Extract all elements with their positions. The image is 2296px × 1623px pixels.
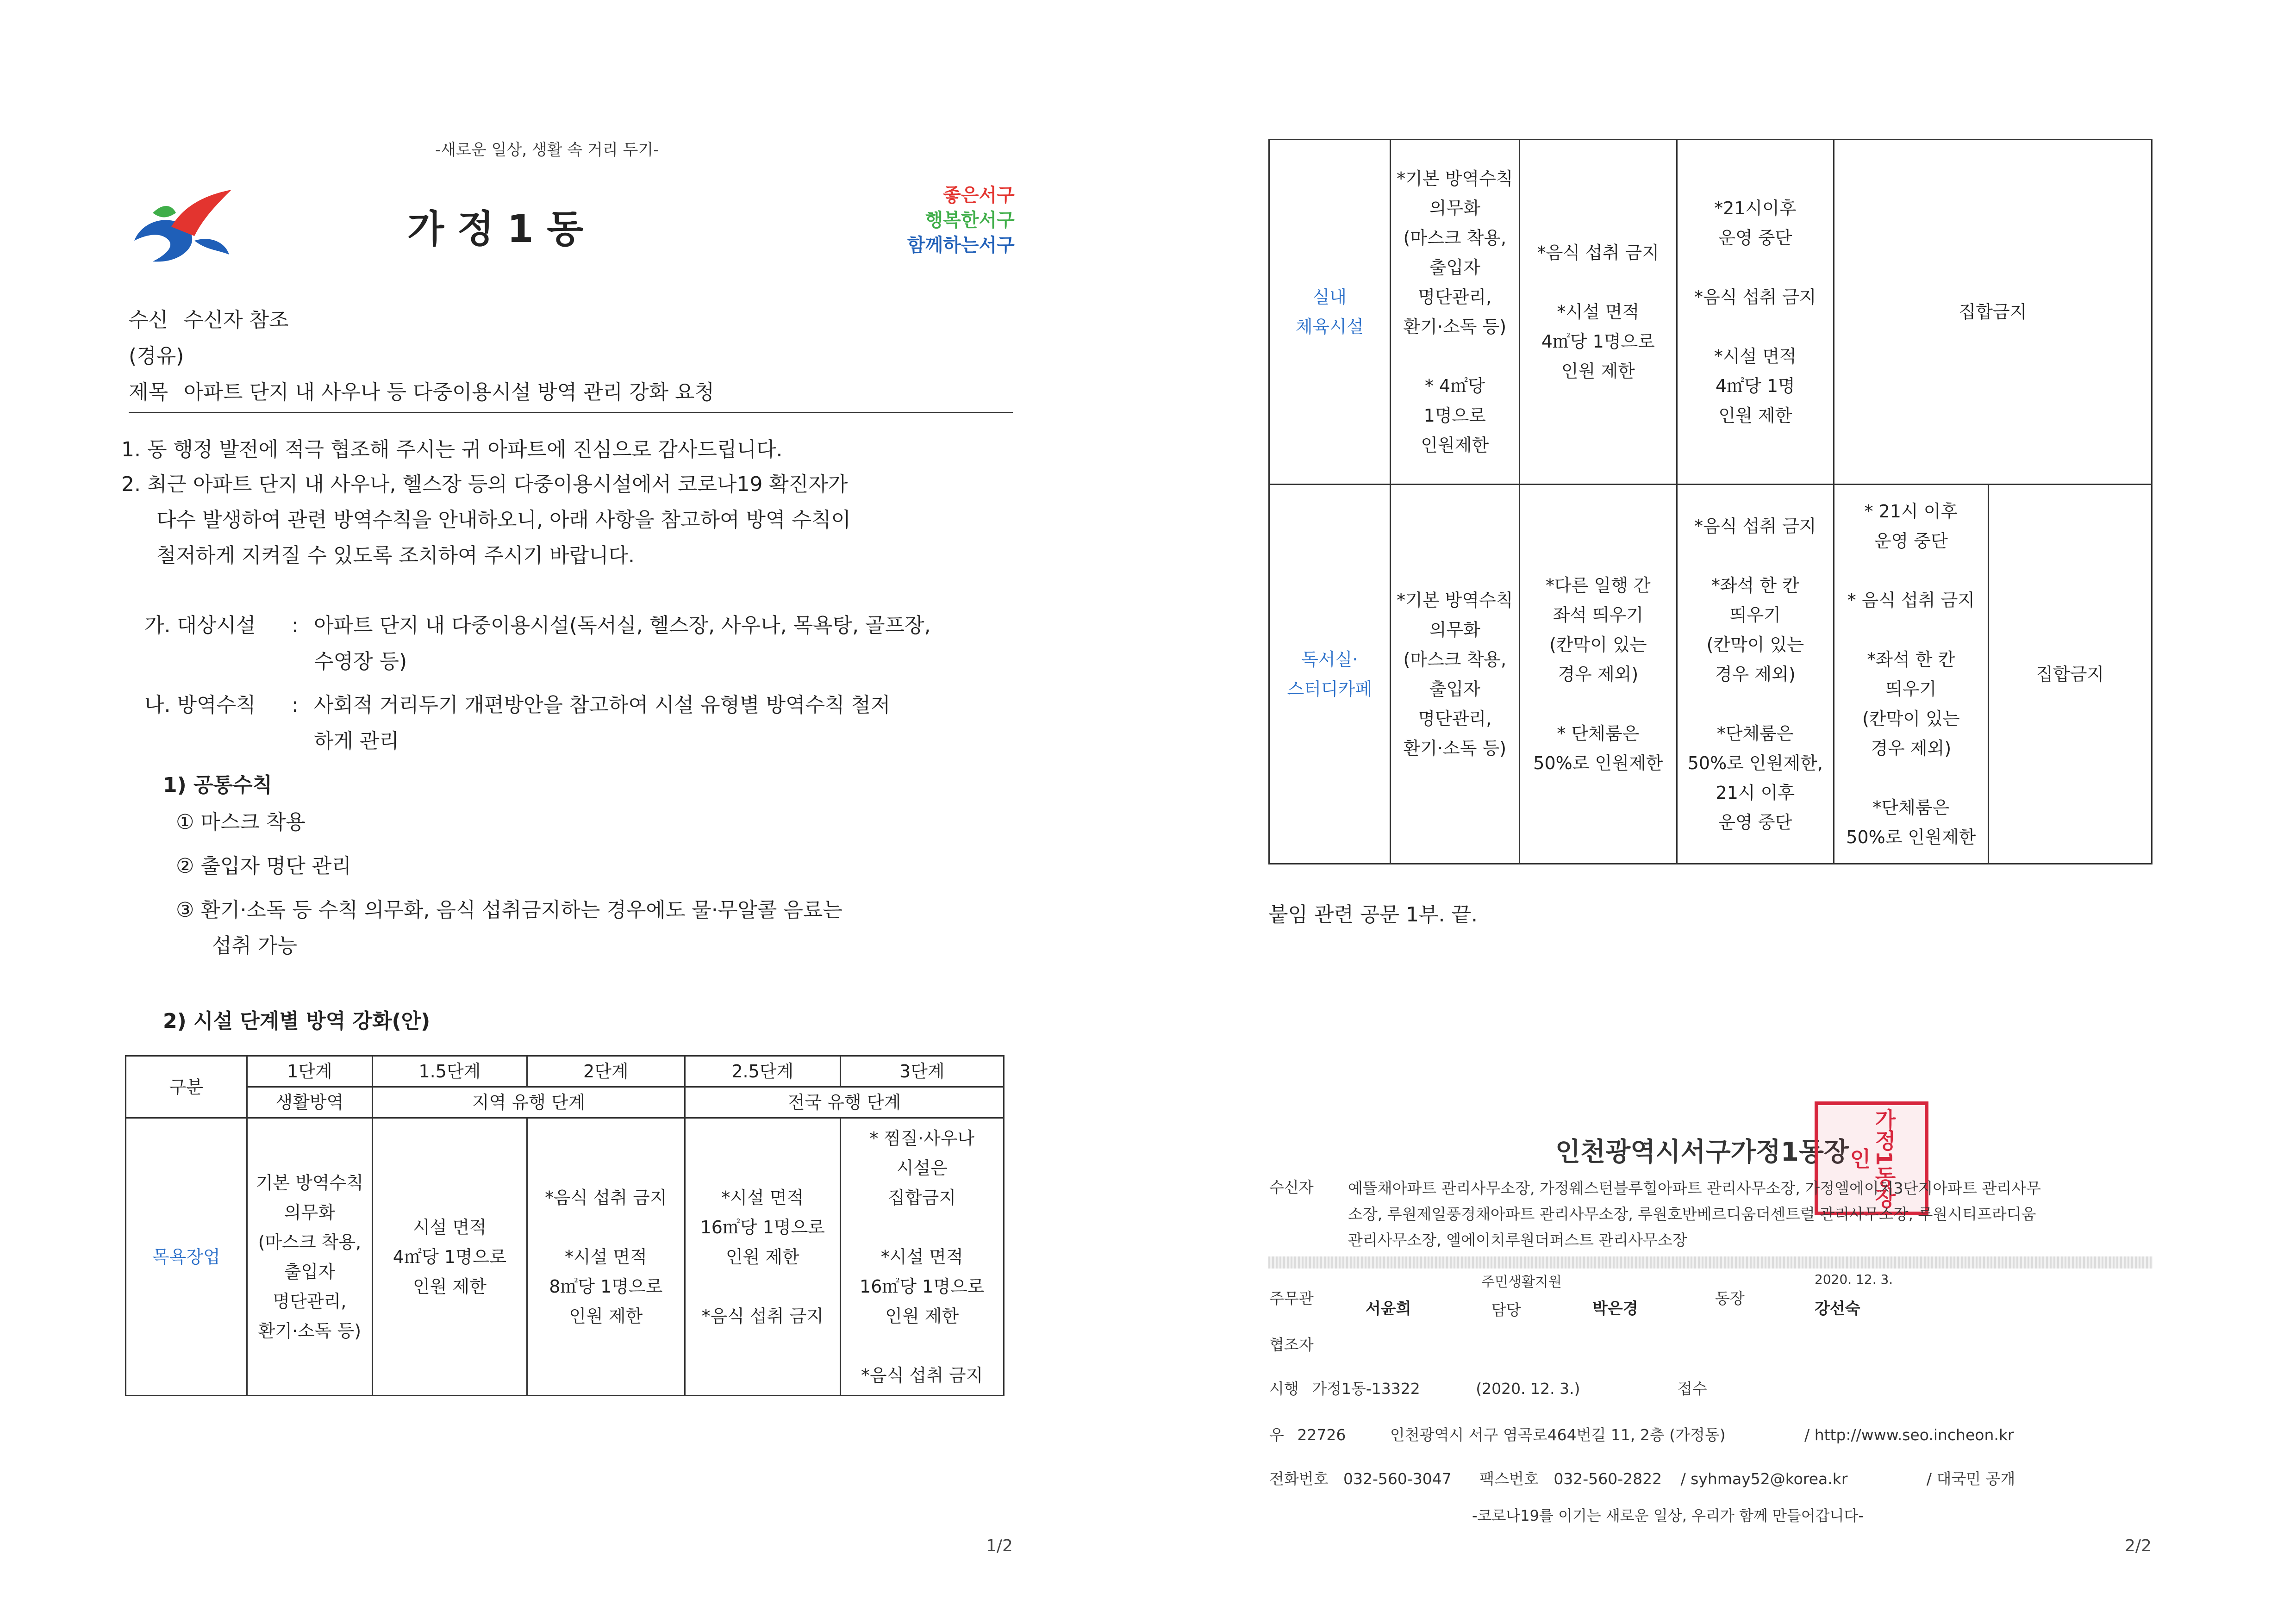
approval-name-2: 박은경 [1592, 1300, 1638, 1318]
cell-stage-3: 집합금지 [1988, 485, 2152, 864]
cell-stage-1-5: *다른 일행 간 좌석 띄우기 (칸막이 있는 경우 제외) * 단체룸은 50%로 인원제한 [1520, 485, 1677, 864]
approval-name-3: 강선숙 [1815, 1300, 1860, 1318]
attachment-note: 붙임 관련 공문 1부. 끝. [1268, 903, 1478, 927]
cooperator-label: 협조자 [1269, 1336, 1314, 1354]
brand-line: 행복한서구 [925, 210, 1015, 231]
item-ga-line-1: 아파트 단지 내 다중이용시설(독서실, 헬스장, 사우나, 목욕탕, 골프장, [314, 614, 931, 637]
page-number: 1/2 [986, 1536, 1013, 1555]
email: / syhmay52@korea.kr [1680, 1470, 1848, 1488]
header-stage-2-5: 2.5단계 [685, 1056, 840, 1087]
item-na-line-1: 사회적 거리두기 개편방안을 참고하여 시설 유형별 방역수칙 철저 [314, 693, 891, 717]
colon: : [292, 693, 299, 717]
document-page-2 [1148, 0, 2296, 1623]
disclosure: / 대국민 공개 [1926, 1470, 2015, 1488]
header-stage-1-5: 1.5단계 [373, 1056, 527, 1087]
cell-stage-1-5: 시설 면적 4㎡당 1명으로 인원 제한 [373, 1118, 527, 1396]
paragraph-2-line-2: 다수 발생하여 관련 방역수칙을 안내하오니, 아래 사항을 참고하여 방역 수칙이 [156, 508, 851, 532]
contact-row [1269, 1467, 2015, 1489]
cell-stage-1-5: *음식 섭취 금지 *시설 면적 4㎡당 1명으로 인원 제한 [1520, 140, 1677, 485]
separator-band [1268, 1256, 2152, 1269]
seal-text: 가정1동장인 [1847, 1108, 1897, 1208]
header-stage-2: 2단계 [527, 1056, 685, 1087]
cell-stage-2: *음식 섭취 금지 *시설 면적 8㎡당 1명으로 인원 제한 [527, 1118, 685, 1396]
recipient-value: 수신자 참조 [184, 308, 289, 332]
enforce-date: (2020. 12. 3.) [1476, 1380, 1580, 1398]
stage-table [125, 1055, 1004, 1396]
recipients-line: 소장, 루원제일풍경채아파트 관리사무소장, 루원호반베르디움더센트럴 관리사무소장, 루원시티프라디움 [1348, 1205, 2036, 1223]
subheader-regional: 지역 유행 단계 [373, 1087, 685, 1118]
cell-stage-1: *기본 방역수칙 의무화 (마스크 착용, 출입자 명단관리, 환기·소독 등) [1390, 485, 1520, 864]
header-category: 구분 [126, 1056, 247, 1118]
receive-label: 접수 [1677, 1380, 1707, 1398]
enforce-label: 시행 [1269, 1380, 1299, 1398]
enforcement-row [1269, 1377, 1707, 1399]
phone-label: 전화번호 [1269, 1470, 1329, 1488]
slogan: -새로운 일상, 생활 속 거리 두기- [435, 141, 659, 159]
recipients-line: 예뜰채아파트 관리사무소장, 가정웨스턴블루힐아파트 관리사무소장, 가정엘에이치3단지아파트 관리사무 [1348, 1179, 2041, 1197]
postal-label: 우 [1269, 1426, 1284, 1444]
subject-label: 제목 [129, 380, 168, 404]
fax-label: 팩스번호 [1479, 1470, 1539, 1488]
enforce-number: 가정1동-13322 [1312, 1380, 1420, 1398]
table-header-row [126, 1056, 1004, 1087]
recipient-label: 수신 [129, 308, 168, 332]
colon: : [292, 614, 299, 637]
address: 인천광역시 서구 염곡로464번길 11, 2층 (가정동) [1390, 1426, 1726, 1444]
fax-number: 032-560-2822 [1554, 1470, 1662, 1488]
stage-table-continued [1268, 139, 2152, 864]
signed-date: 2020. 12. 3. [1815, 1272, 1893, 1287]
phone-number: 032-560-3047 [1343, 1470, 1452, 1488]
recipients-label: 수신자 [1269, 1178, 1314, 1196]
cell-stage-2: *음식 섭취 금지 *좌석 한 칸 띄우기 (칸막이 있는 경우 제외) *단체룸은 50%로 인원제한, 21시 이후 운영 중단 [1677, 485, 1834, 864]
via-label: (경유) [129, 344, 184, 368]
common-rule-3-line-2: 섭취 가능 [212, 934, 298, 958]
seo-gu-logo-icon [125, 185, 236, 273]
postal-code: 22726 [1297, 1426, 1346, 1444]
table-row [126, 1118, 1004, 1396]
brand-line: 좋은서구 [943, 185, 1015, 206]
cell-stage-3: * 찜질·사우나 시설은 집합금지 *시설 면적 16㎡당 1명으로 인원 제한 *음식 섭취 금지 [840, 1118, 1004, 1396]
table-title: 2) 시설 단계별 방역 강화(안) [163, 1009, 430, 1033]
item-na-label: 나. 방역수칙 [144, 693, 256, 717]
cell-stage-1: 기본 방역수칙 의무화 (마스크 착용, 출입자 명단관리, 환기·소독 등) [247, 1118, 373, 1396]
approval-role-3: 동장 [1715, 1289, 1745, 1307]
row-name-bathhouse: 목욕장업 [126, 1118, 247, 1396]
cell-stage-1: *기본 방역수칙 의무화 (마스크 착용, 출입자 명단관리, 환기·소독 등) * 4㎡당 1명으로 인원제한 [1390, 140, 1520, 485]
common-rule-1: ① 마스크 착용 [176, 810, 306, 834]
website-url: / http://www.seo.incheon.kr [1804, 1426, 2014, 1444]
subject-row [129, 378, 714, 407]
brand-line: 함께하는서구 [907, 235, 1015, 256]
item-na-line-2: 하게 관리 [314, 729, 399, 753]
common-rule-3-line-1: ③ 환기·소독 등 수칙 의무화, 음식 섭취금지하는 경우에도 물·무알콜 음료는 [176, 898, 842, 922]
paragraph-2-line-3: 철저하게 지켜질 수 있도록 조치하여 주시기 바랍니다. [156, 544, 635, 567]
bottom-slogan: -코로나19를 이기는 새로운 일상, 우리가 함께 만들어갑니다- [1472, 1507, 1864, 1524]
subject-value: 아파트 단지 내 사우나 등 다중이용시설 방역 관리 강화 요청 [184, 380, 714, 404]
common-rules-title: 1) 공통수칙 [163, 773, 273, 797]
row-name-indoor-sports: 실내 체육시설 [1269, 140, 1391, 485]
paragraph-1: 1. 동 행정 발전에 적극 협조해 주시는 귀 아파트에 진심으로 감사드립니다. [121, 438, 783, 461]
page-number: 2/2 [2125, 1536, 2152, 1555]
paragraph-2-line-1: 2. 최근 아파트 단지 내 사우나, 헬스장 등의 다중이용시설에서 코로나19 확진자가 [121, 473, 848, 496]
approval-role-2: 담당 [1491, 1301, 1521, 1319]
subheader-life-prevention: 생활방역 [247, 1087, 373, 1118]
cell-stage-2-5: *시설 면적 16㎡당 1명으로 인원 제한 *음식 섭취 금지 [685, 1118, 840, 1396]
item-ga-label: 가. 대상시설 [144, 614, 256, 637]
approval-role-1: 주무관 [1269, 1289, 1314, 1307]
header-divider [129, 412, 1013, 413]
recipients-block [1348, 1175, 2041, 1253]
header-stage-1: 1단계 [247, 1056, 373, 1087]
cell-stage-2: *21시이후 운영 중단 *음식 섭취 금지 *시설 면적 4㎡당 1명 인원 제한 [1677, 140, 1834, 485]
issuer-name: 인천광역시서구가정1동장 [1555, 1137, 1849, 1167]
subheader-national: 전국 유행 단계 [685, 1087, 1004, 1118]
approval-role-2-top: 주민생활지원 [1481, 1274, 1562, 1290]
header-stage-3: 3단계 [840, 1056, 1004, 1087]
approval-name-1: 서윤희 [1366, 1300, 1411, 1318]
cell-stage-2-5-3: 집합금지 [1834, 140, 2152, 485]
cell-stage-2-5: * 21시 이후 운영 중단 * 음식 섭취 금지 *좌석 한 칸 띄우기 (칸막이 있는 경우 제외) *단체룸은 50%로 인원제한 [1834, 485, 1989, 864]
common-rule-2: ② 출입자 명단 관리 [176, 854, 351, 878]
table-row [1269, 485, 2152, 864]
document-title: 가 정 1 동 [407, 207, 584, 251]
row-name-study-cafe: 독서실· 스터디카페 [1269, 485, 1391, 864]
brand-slogan [907, 183, 1015, 258]
recipients-line: 관리사무소장, 엘에이치루원더퍼스트 관리사무소장 [1348, 1231, 1687, 1249]
table-row [1269, 140, 2152, 485]
address-row [1269, 1423, 2014, 1445]
table-subheader-row [126, 1087, 1004, 1118]
item-ga-line-2: 수영장 등) [314, 650, 407, 673]
recipient-row [129, 305, 289, 335]
